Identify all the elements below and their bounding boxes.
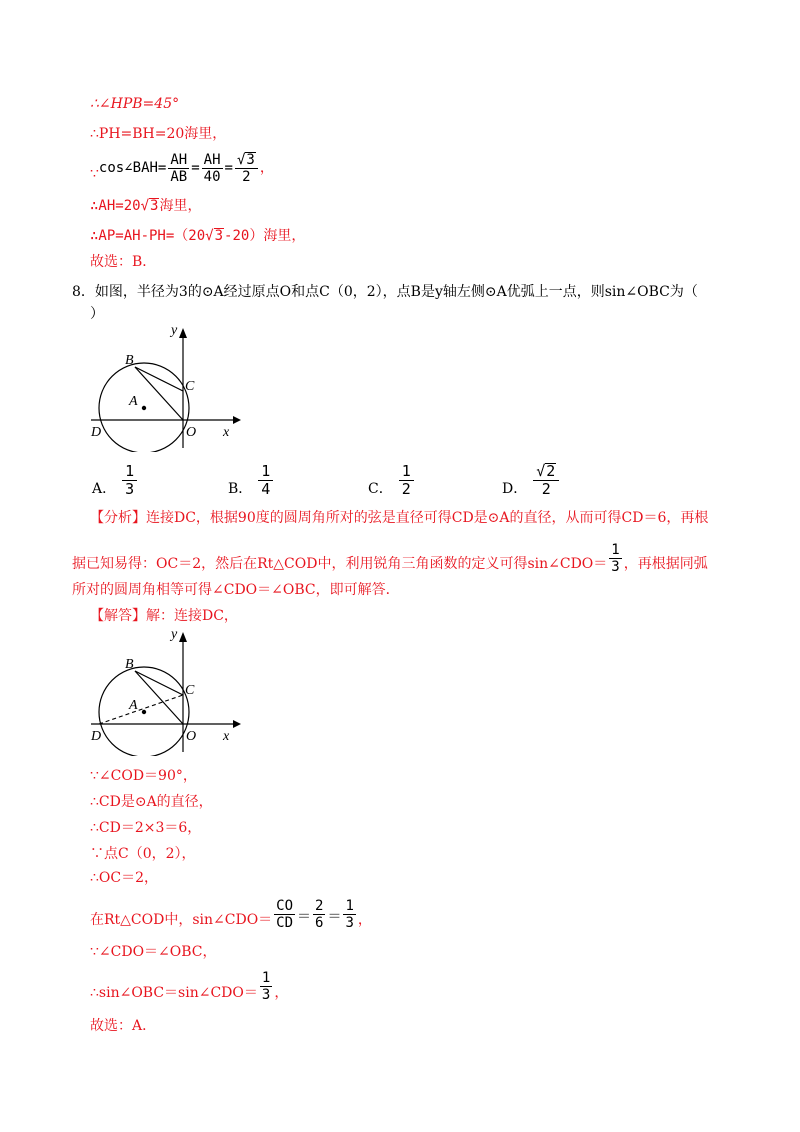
label-c: C [185,379,195,394]
solution-step-2: ∴CD是⊙A的直径， [90,794,213,810]
solution-step-5: ∴OC＝2， [90,870,159,886]
question-text: 如图，半径为3的⊙A经过原点O和点C（0，2），点B是y轴左侧⊙A优弧上一点，则sin∠OBC为（ [94,284,698,300]
question-8-end: ） [90,306,104,322]
solution-head: 【解答】解：连接DC， [90,608,238,624]
solution-answer-a: 故选：A． [90,1018,157,1034]
analysis-line-3: 所对的圆周角相等可得∠CDO＝∠OBC，即可解答． [72,582,400,598]
label-y: y [171,323,178,338]
fraction-1-3: $\frac{1}{3}$ [261,969,271,1003]
sqrt-icon: √ [236,151,246,168]
analysis-line-1: 【分析】连接DC，根据90度的圆周角所对的弦是直径可得CD是⊙A的直径，从而可得CD＝6，再根 [90,510,709,526]
solution-step-4: ∵点C（0，2）， [90,846,196,862]
label-c: C [185,683,195,698]
fraction-co-cd: $\frac{CO}{CD}$ [276,897,294,931]
label-b: B [125,353,134,368]
solution-step-8: ∴sin∠OBC＝sin∠CDO＝ $\frac{1}{3}$ ， [90,969,289,1003]
question-8 [72,282,698,302]
fraction-2-6: $\frac{2}{6}$ [315,897,324,931]
analysis-line-2: 据已知易得：OC＝2，然后在Rt△COD中，利用锐角三角函数的定义可得sin∠CDO＝ $\frac{1}{3}$ ，再根据同弧 [72,541,708,575]
sqrt-icon: √ [140,198,150,214]
circle-figure-solution [85,626,245,756]
label-x: x [223,729,230,744]
step-angle-hpb: ∴∠HPB=45° [90,96,180,112]
option-c[interactable]: C． $\frac{1}{2}$ [368,462,414,498]
label-b: B [125,657,134,672]
fraction-sqrt3-2: $\frac{√3}{2}$ [235,152,258,185]
fraction-ah-ab: $\frac{AH}{AB}$ [170,151,188,185]
solution-step-3: ∴CD＝2×3＝6， [90,820,202,836]
solution-step-1: ∵∠COD＝90°， [90,768,197,784]
label-y: y [171,627,178,642]
fraction-ah-40: $\frac{AH}{40}$ [203,151,221,185]
sqrt-icon: √ [536,461,546,480]
label-o: O [186,425,197,440]
label-d: D [91,729,102,744]
solution-step-6: 在Rt△COD中，sin∠CDO＝ $\frac{CO}{CD}$ ＝ $\frac{2}{6}$ ＝ $\frac{1}{3}$ ， [90,897,372,931]
label-o: O [186,729,197,744]
option-b[interactable]: B． $\frac{1}{4}$ [228,462,273,498]
fraction-one-third: $\frac{1}{3}$ [611,541,620,575]
step-ap-value: ∴AP=AH-PH=（20√3-20）海里， [90,228,306,244]
option-d[interactable]: D． $\frac{√2}{2}$ [502,462,559,498]
cos-label: cos∠BAH= [98,160,167,176]
step-cos-bah: ∵ cos∠BAH= $\frac{AH}{AB}$ = $\frac{AH}{40}$ = $\frac{√3}{2}$ ， [90,151,274,185]
label-d: D [91,425,102,440]
circle-figure-question [85,322,245,452]
option-a[interactable]: A． $\frac{1}{3}$ [92,462,137,498]
label-a: A [129,394,138,409]
question-number: 8． [72,284,95,300]
step-ah-value: ∴AH=20√3海里， [90,198,202,214]
fraction-1-3: $\frac{1}{3}$ [345,897,354,931]
step-answer-b: 故选：B． [90,254,157,270]
because-symbol: ∵ [90,166,99,182]
label-a: A [129,698,138,713]
label-x: x [223,425,230,440]
step-ph-bh: ∴PH=BH=20海里， [90,126,227,142]
sqrt-icon: √ [205,228,214,244]
solution-step-7: ∵∠CDO＝∠OBC， [90,944,217,960]
